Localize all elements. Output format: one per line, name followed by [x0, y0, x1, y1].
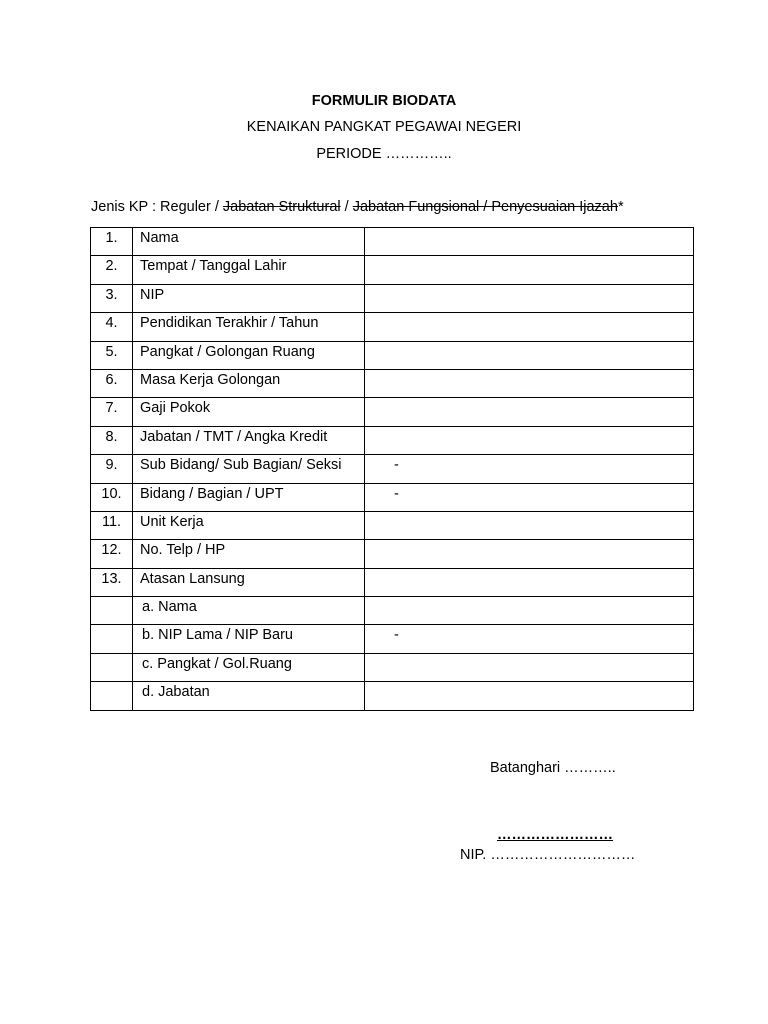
row-number: [91, 682, 133, 710]
row-label: b. NIP Lama / NIP Baru: [133, 625, 365, 653]
signature-place-date: Batanghari ………..: [490, 760, 616, 776]
row-number: [91, 653, 133, 681]
row-number: 3.: [91, 284, 133, 312]
row-label: c. Pangkat / Gol.Ruang: [133, 653, 365, 681]
jenis-kp-separator: /: [340, 199, 353, 215]
table-row: [91, 653, 694, 681]
table-row: [91, 426, 694, 454]
jenis-kp-asterisk: *: [617, 199, 624, 215]
table-row: [91, 284, 694, 312]
row-label: Bidang / Bagian / UPT: [133, 483, 365, 511]
row-number: 11.: [91, 511, 133, 539]
row-value-field[interactable]: [365, 682, 694, 710]
form-subtitle: KENAIKAN PANGKAT PEGAWAI NEGERI: [246, 119, 522, 135]
table-row: [91, 625, 694, 653]
row-label: Atasan Lansung: [133, 568, 365, 596]
row-number: 2.: [91, 256, 133, 284]
table-row: [91, 369, 694, 397]
table-row: [91, 483, 694, 511]
row-label: Unit Kerja: [133, 511, 365, 539]
table-row: [91, 455, 694, 483]
row-value-field[interactable]: [365, 426, 694, 454]
signature-nip: NIP. …………………………: [460, 847, 636, 863]
row-label: Tempat / Tanggal Lahir: [133, 256, 365, 284]
row-number: 1.: [91, 228, 133, 256]
table-row: [91, 568, 694, 596]
row-value-field[interactable]: [365, 540, 694, 568]
jenis-kp-separator: /: [483, 199, 492, 215]
row-value-field[interactable]: [365, 228, 694, 256]
row-value-field[interactable]: -: [365, 483, 694, 511]
jenis-kp-prefix: Jenis KP : Reguler /: [91, 199, 223, 215]
row-label: Jabatan / TMT / Angka Kredit: [133, 426, 365, 454]
row-label: No. Telp / HP: [133, 540, 365, 568]
table-row: [91, 682, 694, 710]
row-label: Gaji Pokok: [133, 398, 365, 426]
signature-name: ……………………: [497, 827, 613, 843]
row-value-field[interactable]: [365, 341, 694, 369]
row-label: Pangkat / Golongan Ruang: [133, 341, 365, 369]
row-number: 13.: [91, 568, 133, 596]
form-period: PERIODE …………..: [316, 146, 452, 162]
row-label: Sub Bidang/ Sub Bagian/ Seksi: [133, 455, 365, 483]
row-number: 7.: [91, 398, 133, 426]
row-value-field[interactable]: [365, 313, 694, 341]
row-value-field[interactable]: [365, 597, 694, 625]
table-row: [91, 511, 694, 539]
row-number: 9.: [91, 455, 133, 483]
row-number: [91, 597, 133, 625]
row-value-field[interactable]: [365, 284, 694, 312]
option-jabatan-fungsional: Jabatan Fungsional: [352, 199, 484, 215]
row-value-field[interactable]: [365, 398, 694, 426]
row-value-field[interactable]: [365, 369, 694, 397]
row-label: a. Nama: [133, 597, 365, 625]
table-row: [91, 597, 694, 625]
table-row: [91, 341, 694, 369]
row-number: 8.: [91, 426, 133, 454]
row-value-field[interactable]: [365, 511, 694, 539]
row-label: d. Jabatan: [133, 682, 365, 710]
row-value-field[interactable]: [365, 568, 694, 596]
biodata-table: [90, 227, 694, 711]
row-value-field[interactable]: -: [365, 455, 694, 483]
form-title: FORMULIR BIODATA: [311, 93, 457, 109]
row-number: 6.: [91, 369, 133, 397]
row-value-field[interactable]: [365, 653, 694, 681]
table-row: [91, 256, 694, 284]
option-jabatan-struktural: Jabatan Struktural: [222, 199, 341, 215]
row-value-field[interactable]: -: [365, 625, 694, 653]
row-number: 4.: [91, 313, 133, 341]
jenis-kp-line: [91, 199, 624, 215]
row-label: Pendidikan Terakhir / Tahun: [133, 313, 365, 341]
table-row: [91, 313, 694, 341]
row-label: Nama: [133, 228, 365, 256]
row-number: 5.: [91, 341, 133, 369]
table-row: [91, 540, 694, 568]
table-row: [91, 398, 694, 426]
row-number: 12.: [91, 540, 133, 568]
row-number: 10.: [91, 483, 133, 511]
row-label: Masa Kerja Golongan: [133, 369, 365, 397]
row-label: NIP: [133, 284, 365, 312]
option-penyesuaian-ijazah: Penyesuaian Ijazah: [491, 199, 618, 215]
table-row: [91, 228, 694, 256]
row-value-field[interactable]: [365, 256, 694, 284]
row-number: [91, 625, 133, 653]
